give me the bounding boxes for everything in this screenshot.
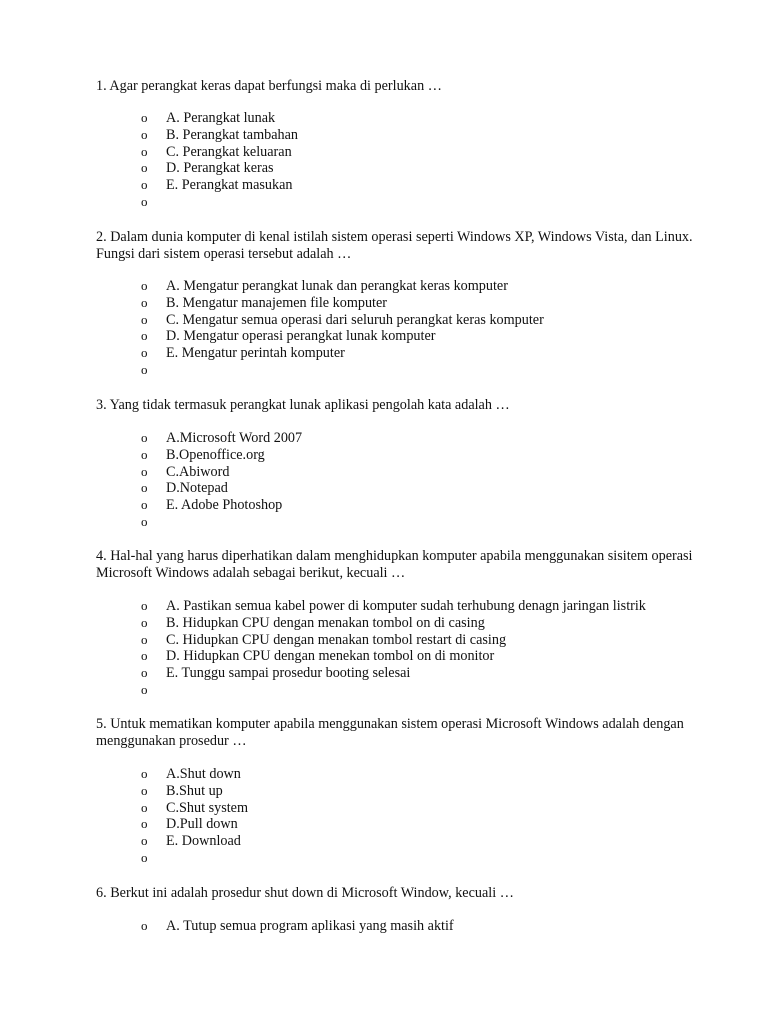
option-text: C. Perangkat keluaran — [166, 143, 292, 160]
option-text: B. Hidupkan CPU dengan menakan tombol on di casing — [166, 614, 485, 631]
option-text: C. Hidupkan CPU dengan menakan tombol restart di casing — [166, 631, 507, 648]
option-item[interactable] — [141, 447, 302, 464]
option-item[interactable] — [141, 127, 298, 144]
option-text: A. Pastikan semua kabel power di komputer sudah terhubung denagn jaringan listrik — [166, 598, 646, 614]
option-item[interactable] — [141, 766, 248, 783]
question-4 — [96, 548, 726, 582]
option-item[interactable] — [141, 464, 302, 481]
option-text: B.Shut up — [166, 782, 223, 799]
option-item[interactable] — [141, 144, 298, 161]
bullet: o — [141, 480, 148, 496]
bullet: o — [141, 513, 148, 529]
option-item[interactable] — [141, 312, 544, 329]
bullet: o — [141, 614, 148, 630]
bullet: o — [141, 177, 148, 193]
option-item[interactable] — [141, 177, 298, 194]
option-item[interactable] — [141, 110, 298, 127]
options-list-3 — [141, 430, 302, 531]
option-text: D.Pull down — [166, 816, 238, 833]
option-item[interactable] — [141, 362, 544, 379]
question-6 — [96, 885, 726, 902]
option-text: E. Download — [166, 833, 241, 850]
bullet: o — [141, 278, 148, 293]
bullet: o — [141, 126, 148, 142]
bullet: o — [141, 193, 148, 209]
question-1 — [96, 78, 726, 95]
options-list-1 — [141, 110, 298, 211]
question-stem: 4. Hal-hal yang harus diperhatikan dalam menghidupkan komputer apabila menggunakan sisitem operasi Microsoft Windows adalah sebagai berikut, kecuali … — [96, 548, 697, 581]
option-item[interactable] — [141, 278, 544, 295]
question-3 — [96, 397, 726, 414]
question-2 — [96, 229, 726, 263]
bullet: o — [141, 446, 148, 462]
question-stem: 6. Berkut ini adalah prosedur shut down di Microsoft Window, kecuali … — [96, 885, 514, 901]
option-item[interactable] — [141, 665, 646, 682]
question-stem: 5. Untuk mematikan komputer apabila menggunakan sistem operasi Microsoft Windows adalah dengan menggunakan prosedur … — [96, 716, 688, 749]
option-item[interactable] — [141, 833, 248, 850]
option-item[interactable] — [141, 816, 248, 833]
option-item[interactable] — [141, 682, 646, 699]
option-text: E. Tunggu sampai prosedur booting selesai — [166, 665, 411, 682]
option-item[interactable] — [141, 345, 544, 362]
option-item[interactable] — [141, 480, 302, 497]
option-item[interactable] — [141, 160, 298, 177]
question-stem: 2. Dalam dunia komputer di kenal istilah sistem operasi seperti Windows XP, Windows Vista, dan Linux. Fungsi dari sistem operasi tersebut adalah … — [96, 229, 697, 262]
option-text: C.Shut system — [166, 799, 248, 816]
option-item[interactable] — [141, 598, 646, 615]
option-item[interactable] — [141, 497, 302, 514]
bullet: o — [141, 294, 148, 310]
option-item[interactable] — [141, 328, 544, 345]
bullet: o — [141, 648, 148, 664]
option-item[interactable] — [141, 514, 302, 531]
option-text: A. Tutup semua program aplikasi yang masih aktif — [166, 918, 454, 934]
bullet: o — [141, 833, 148, 849]
option-text: B.Openoffice.org — [166, 446, 265, 463]
option-text: C.Abiword — [166, 463, 230, 480]
bullet: o — [141, 631, 148, 647]
options-list-5 — [141, 766, 248, 867]
bullet: o — [141, 497, 148, 513]
option-text: E. Perangkat masukan — [166, 177, 293, 194]
option-item[interactable] — [141, 194, 298, 211]
bullet: o — [141, 345, 148, 361]
bullet: o — [141, 665, 148, 681]
option-text: B. Mengatur manajemen file komputer — [166, 294, 388, 311]
bullet: o — [141, 799, 148, 815]
question-stem: 3. Yang tidak termasuk perangkat lunak aplikasi pengolah kata adalah … — [96, 397, 510, 413]
option-text: B. Perangkat tambahan — [166, 126, 298, 143]
option-text: E. Adobe Photoshop — [166, 497, 283, 514]
option-item[interactable] — [141, 632, 646, 649]
option-item[interactable] — [141, 615, 646, 632]
option-text: D. Mengatur operasi perangkat lunak komputer — [166, 328, 436, 345]
options-list-6 — [141, 918, 454, 935]
bullet: o — [141, 849, 148, 865]
option-item[interactable] — [141, 918, 454, 935]
bullet: o — [141, 143, 148, 159]
option-text: D. Hidupkan CPU dengan menekan tombol on di monitor — [166, 648, 495, 665]
options-list-2 — [141, 278, 544, 379]
bullet: o — [141, 918, 148, 933]
option-text: C. Mengatur semua operasi dari seluruh perangkat keras komputer — [166, 311, 544, 328]
bullet: o — [141, 463, 148, 479]
bullet: o — [141, 816, 148, 832]
bullet: o — [141, 598, 148, 613]
bullet: o — [141, 681, 148, 697]
bullet: o — [141, 782, 148, 798]
bullet: o — [141, 766, 148, 781]
bullet: o — [141, 160, 148, 176]
question-5 — [96, 716, 726, 750]
option-item[interactable] — [141, 430, 302, 447]
option-item[interactable] — [141, 850, 248, 867]
option-item[interactable] — [141, 800, 248, 817]
bullet: o — [141, 311, 148, 327]
option-item[interactable] — [141, 648, 646, 665]
option-text: D.Notepad — [166, 480, 228, 497]
option-text: A.Microsoft Word 2007 — [166, 430, 303, 446]
bullet: o — [141, 328, 148, 344]
option-item[interactable] — [141, 783, 248, 800]
bullet: o — [141, 110, 148, 125]
option-text: A. Mengatur perangkat lunak dan perangkat keras komputer — [166, 278, 508, 294]
bullet: o — [141, 361, 148, 377]
options-list-4 — [141, 598, 646, 699]
option-text: A. Perangkat lunak — [166, 110, 276, 126]
option-text: A.Shut down — [166, 766, 241, 782]
bullet: o — [141, 430, 148, 445]
question-stem: 1. Agar perangkat keras dapat berfungsi maka di perlukan … — [96, 78, 442, 94]
option-text: E. Mengatur perintah komputer — [166, 345, 345, 362]
option-item[interactable] — [141, 295, 544, 312]
option-text: D. Perangkat keras — [166, 160, 274, 177]
